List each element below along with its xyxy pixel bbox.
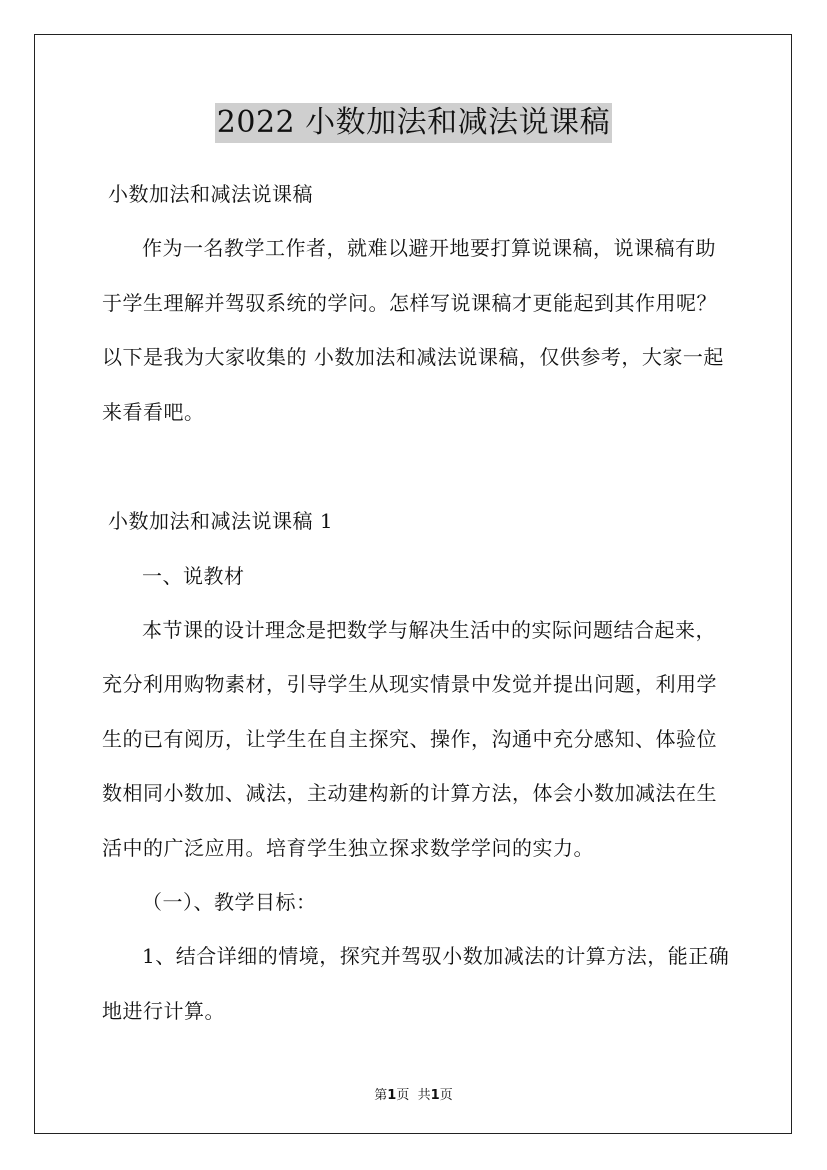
paragraph-line: 于学生理解并驾驭系统的学问。怎样写说课稿才更能起到其作用呢？ [102,291,717,315]
paragraph-line: 来看看吧。 [102,400,205,424]
paragraph-line: 本节课的设计理念是把数学与解决生活中的实际问题结合起来， [142,618,716,642]
document-title: 2022 小数加法和减法说课稿 [215,103,612,143]
section-subheading: 一、说教材 [142,564,245,588]
paragraph-line: 地进行计算。 [102,999,225,1023]
paragraph-line: 充分利用购物素材，引导学生从现实情景中发觉并提出问题，利用学 [102,672,717,696]
page-footer [0,1084,827,1103]
footer-total-prefix: 共 [417,1088,431,1103]
paragraph-line: 生的已有阅历，让学生在自主探究、操作，沟通中充分感知、体验位 [102,727,717,751]
objective-heading: （一）、教学目标： [142,890,317,914]
paragraph-line: 1、结合详细的情境，探究并驾驭小数加减法的计算方法，能正确 [142,944,730,968]
section-heading: 小数加法和减法说课稿 1 [108,509,334,533]
footer-page-number: 1 [387,1088,397,1103]
footer-page-suffix: 页 [396,1088,410,1103]
footer-page-prefix: 第 [374,1088,388,1103]
paragraph-line: 数相同小数加、减法，主动建构新的计算方法，体会小数加减法在生 [102,781,717,805]
footer-total-number: 1 [430,1088,440,1103]
paragraph-line: 活中的广泛应用。培育学生独立探求数学学问的实力。 [102,836,594,860]
subtitle: 小数加法和减法说课稿 [108,182,313,206]
paragraph-line: 以下是我为大家收集的 小数加法和减法说课稿，仅供参考，大家一起 [102,345,724,369]
footer-total-suffix: 页 [439,1088,453,1103]
paragraph-line: 作为一名教学工作者，就难以避开地要打算说课稿，说课稿有助 [142,236,716,260]
title-container [0,103,827,143]
